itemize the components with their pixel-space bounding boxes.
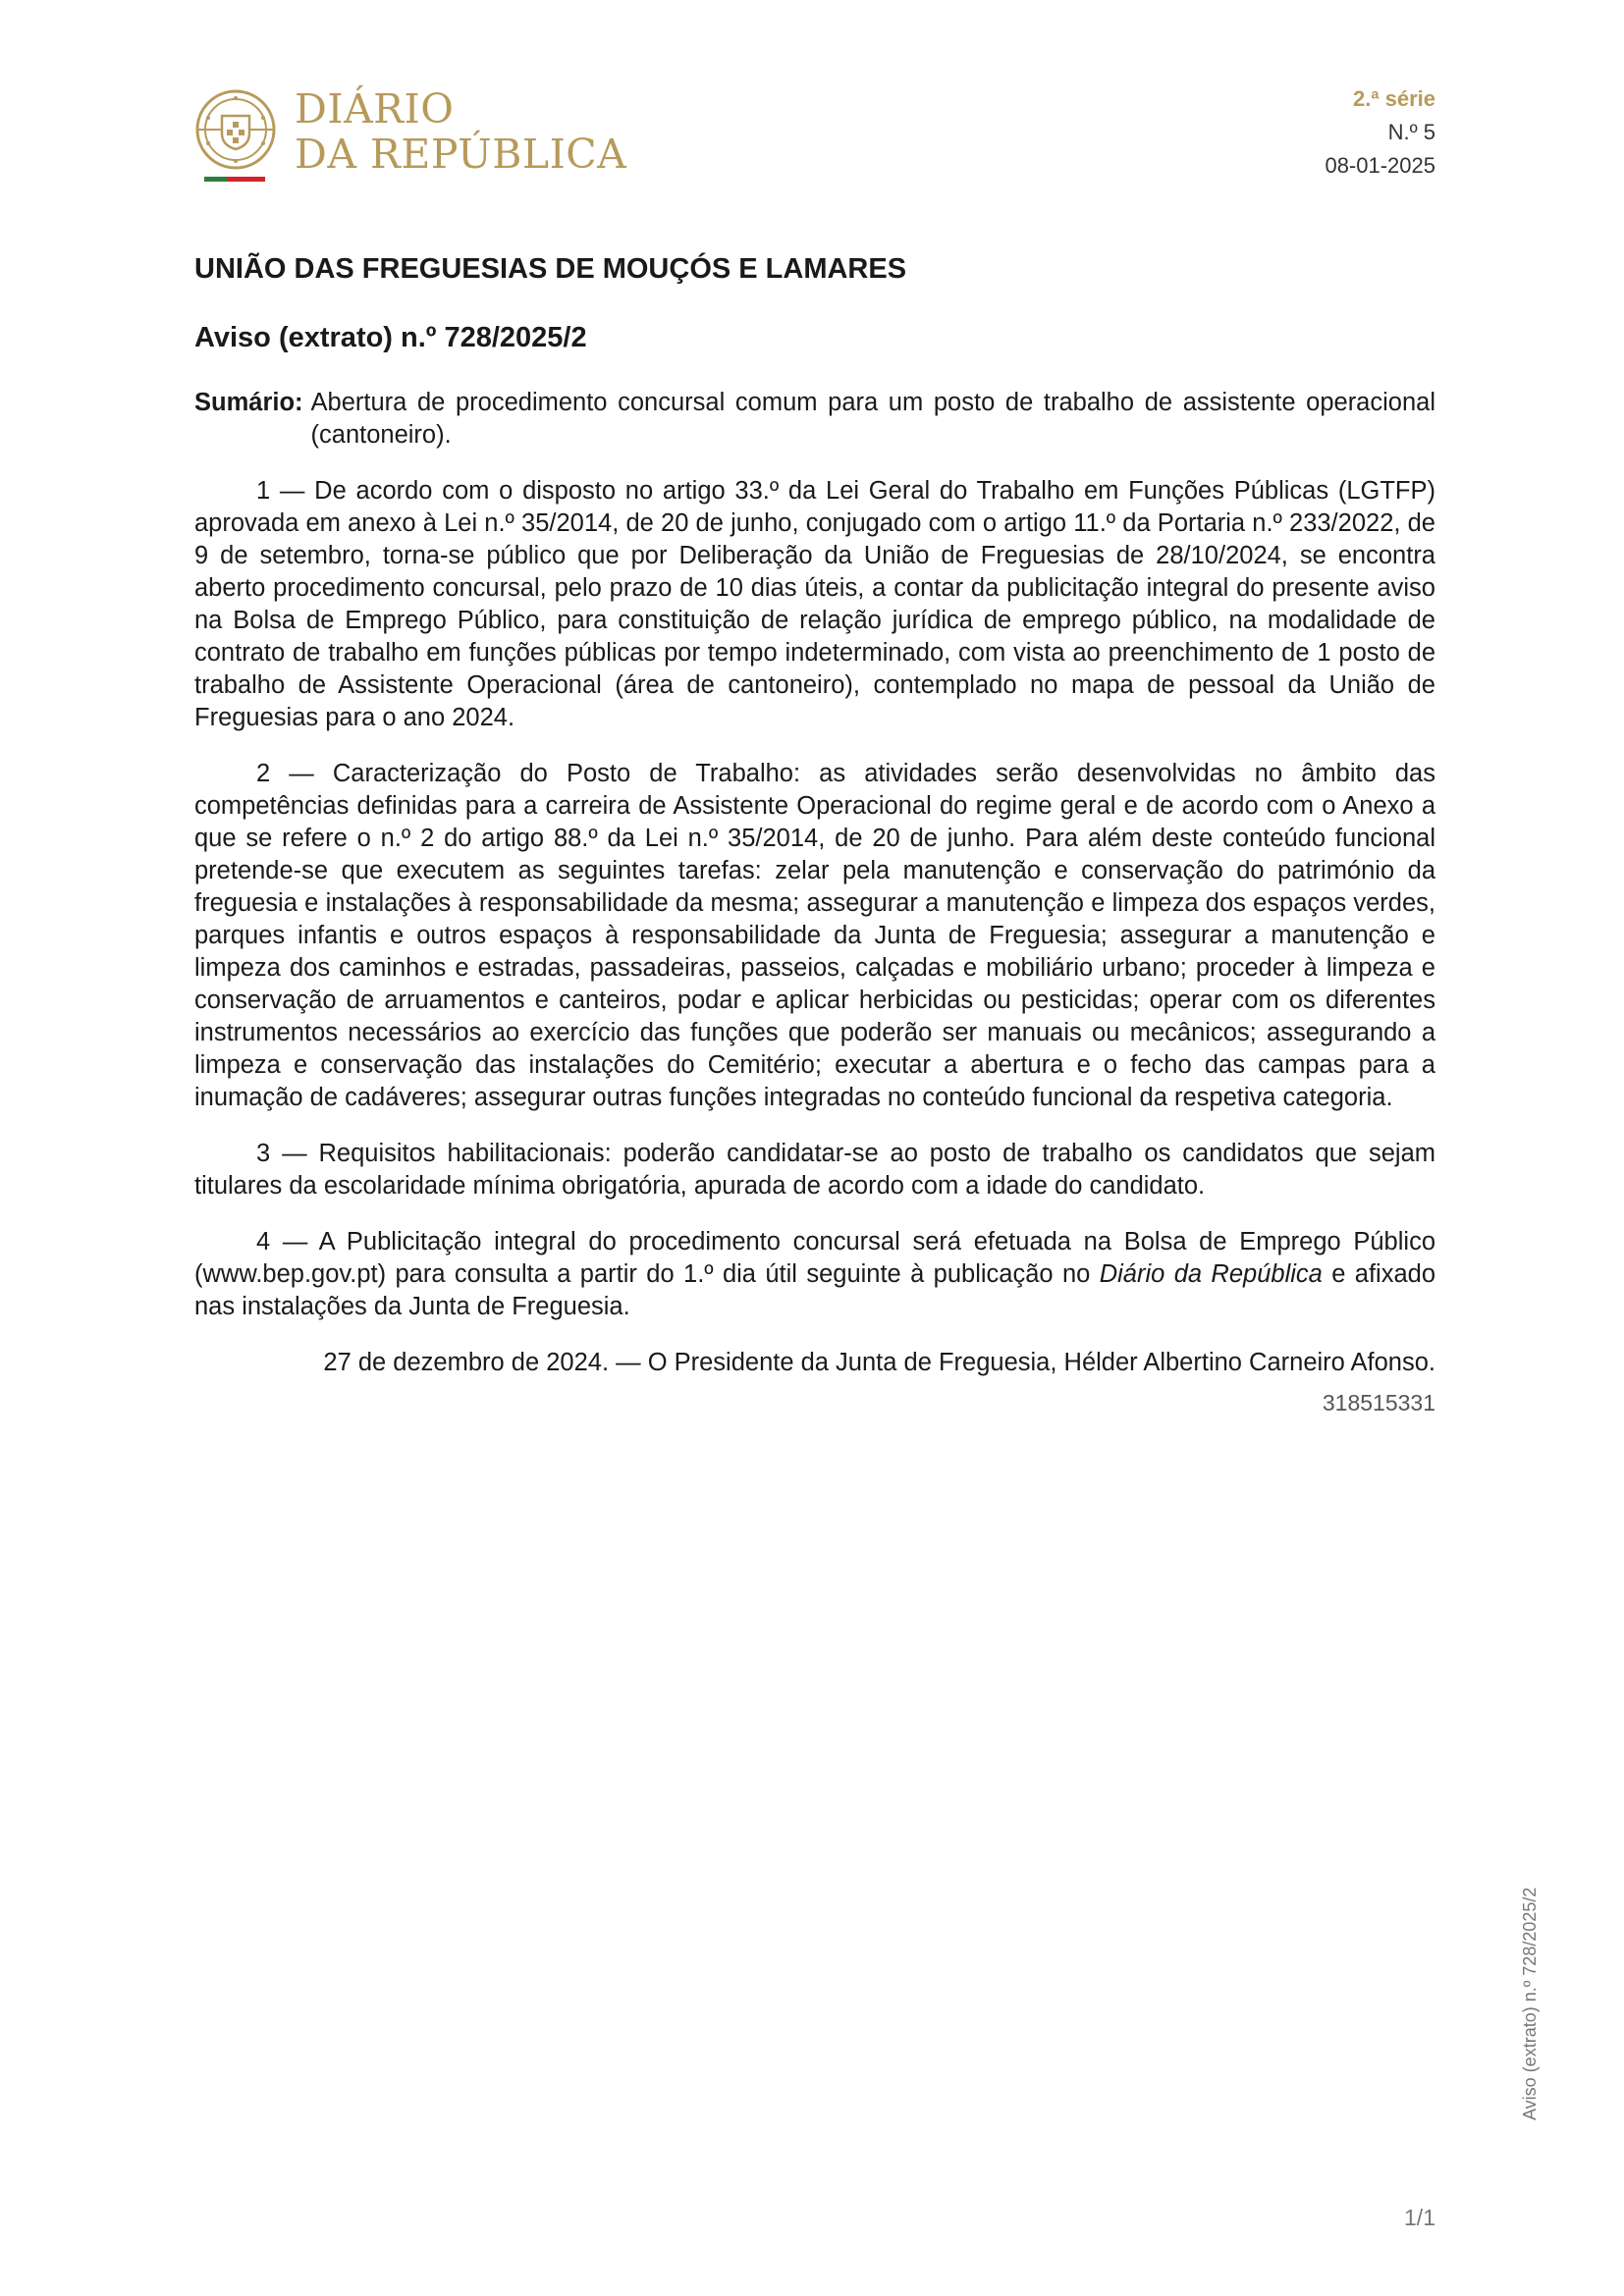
signature-line: 27 de dezembro de 2024. — O Presidente da Junta de Freguesia, Hélder Albertino Carneiro Afonso. (323, 1349, 1435, 1376)
document-number: Aviso (extrato) n.º 728/2025/2 (194, 322, 587, 353)
publication-title-line2: DA REPÚBLICA (295, 131, 627, 178)
paragraph-4 (194, 1226, 1435, 1323)
paragraph-4-text: 4 — A Publicitação integral do procedimento concursal será efetuada na Bolsa de Emprego Público (www.bep.gov.pt) para consulta a partir do 1.º dia útil seguinte à publicação no (194, 1228, 1435, 1288)
document-body (194, 249, 1435, 1419)
issue-date: 08-01-2025 (1325, 153, 1435, 178)
paragraph-1: 1 — De acordo com o disposto no artigo 33.º da Lei Geral do Trabalho em Funções Públicas (LGTFP) aprovada em anexo à Lei n.º 35/2014, de 20 de junho, conjugado com o artigo 11.º da Portaria n.º 233/2022, de 9 de setembro, torna-se público que por Deliberação da União de Freguesias de 28/10/2024, se encontra aberto procedimento concursal, pelo prazo de 10 dias úteis, a contar da publicitação integral do presente aviso na Bolsa de Emprego Público, para constituição de relação jurídica de emprego público, na modalidade de contrato de trabalho em funções públicas por tempo indeterminado, com vista ao preenchimento de 1 posto de trabalho de Assistente Operacional (área de cantoneiro), contemplado no mapa de pessoal da União de Freguesias para o ano 2024. (194, 477, 1435, 731)
publication-title-line1: DIÁRIO (295, 85, 455, 133)
flag-color-bar (204, 177, 265, 182)
paragraph-2: 2 — Caracterização do Posto de Trabalho: as atividades serão desenvolvidas no âmbito das competências definidas para a carreira de Assistente Operacional do regime geral e de acordo com o Anexo a que se refere o n.º 2 do artigo 88.º da Lei n.º 35/2014, de 20 de junho. Para além deste conteúdo funcional pretende-se que executem as seguintes tarefas: zelar pela manutenção e conservação do património da freguesia e instalações à responsabilidade da mesma; assegurar a manutenção e limpeza dos espaços verdes, parques infantis e outros espaços à responsabilidade da Junta de Freguesia; assegurar a manutenção e limpeza dos caminhos e estradas, passadeiras, passeios, calçadas e mobiliário urbano; proceder à limpeza e conservação de arruamentos e canteiros, podar e aplicar herbicidas ou pesticidas; operar com os diferentes instrumentos necessários ao exercício das funções que poderão ser manuais ou mecânicos; assegurando a limpeza e conservação das instalações do Cemitério; executar a abertura e o fecho das campas para a inumação de cadáveres; assegurar outras funções integradas no conteúdo funcional da respetiva categoria. (194, 760, 1435, 1111)
summary-text: Abertura de procedimento concursal comum para um posto de trabalho de assistente operacional (cantoneiro). (310, 389, 1435, 449)
paragraph-3: 3 — Requisitos habilitacionais: poderão candidatar-se ao posto de trabalho os candidatos que sejam titulares da escolaridade mínima obrigatória, apurada de acordo com a idade do candidato. (194, 1140, 1435, 1200)
issue-info (1325, 82, 1435, 183)
summary-label: Sumário: (194, 389, 303, 416)
document-code: 318515331 (1322, 1390, 1435, 1415)
summary (194, 387, 1435, 452)
paragraph-4-italic: Diário da República (1099, 1260, 1323, 1288)
paragraph-4-end: e afixado nas instalações da Junta de Freguesia. (194, 1260, 1436, 1320)
side-reference: Aviso (extrato) n.º 728/2025/2 (1520, 1887, 1540, 2120)
series-label: 2.ª série (1353, 86, 1435, 111)
publication-title (295, 86, 626, 177)
page-number: 1/1 (1404, 2205, 1435, 2230)
masthead (194, 86, 626, 185)
issuing-entity: UNIÃO DAS FREGUESIAS DE MOUÇÓS E LAMARES (194, 253, 907, 285)
republic-emblem-icon (194, 88, 277, 171)
issue-number: N.º 5 (1387, 120, 1435, 144)
